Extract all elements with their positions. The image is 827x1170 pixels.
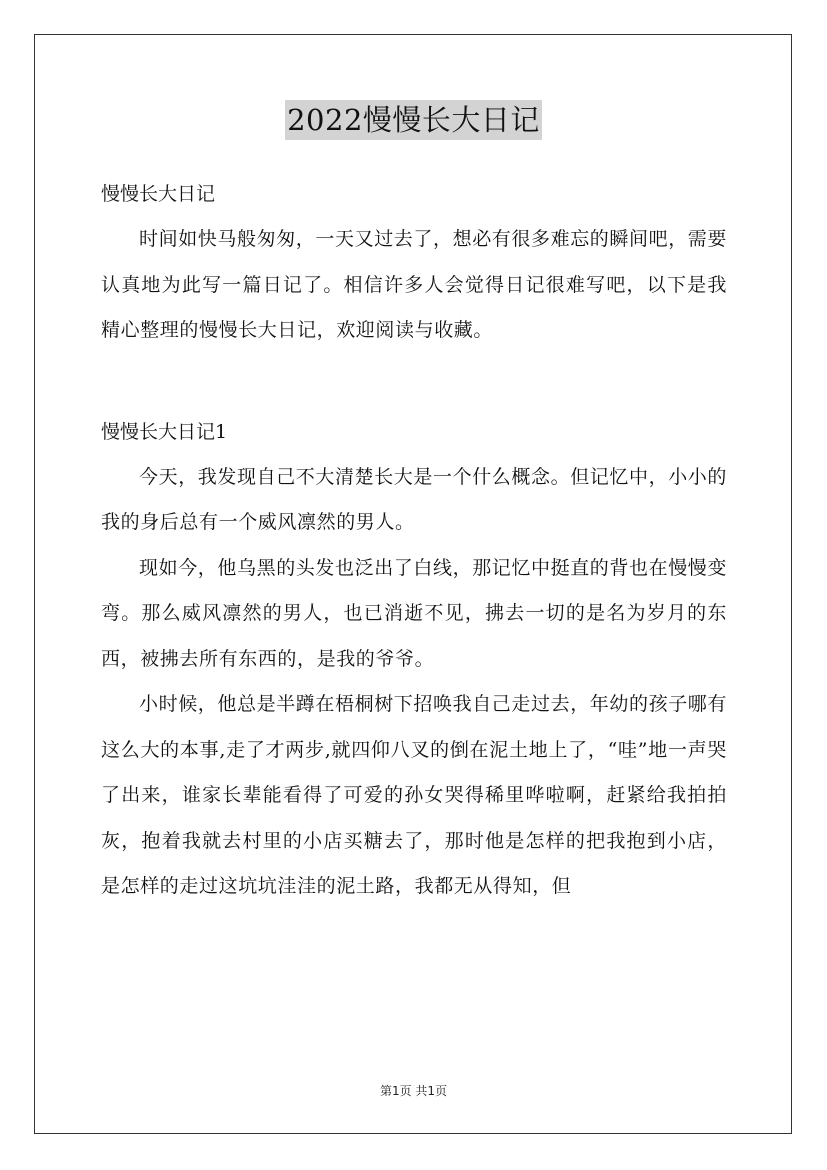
body-paragraph: 今天，我发现自己不大清楚长大是一个什么概念。但记忆中，小小的我的身后总有一个威风凛然的男人。 bbox=[101, 465, 728, 533]
section-heading: 慢慢长大日记1 bbox=[101, 420, 228, 443]
intro-heading: 慢慢长大日记 bbox=[101, 183, 216, 205]
document-title: 2022慢慢长大日记 bbox=[285, 100, 542, 140]
document-body bbox=[101, 172, 727, 910]
title-container bbox=[0, 100, 827, 140]
body-paragraph: 小时候，他总是半蹲在梧桐树下招唤我自己走过去，年幼的孩子哪有这么大的本事,走了才两步,就四仰八叉的倒在泥土地上了，“哇”地一声哭了出来，谁家长辈能看得了可爱的孙女哭得稀里哗啦啊，赶紧给我拍拍灰，抱着我就去村里的小店买糖去了，那时他是怎样的把我抱到小店，是怎样的走过这坑坑洼洼的泥土路，我都无从得知，但 bbox=[101, 693, 728, 897]
intro-paragraph: 时间如快马般匆匆，一天又过去了，想必有很多难忘的瞬间吧，需要认真地为此写一篇日记了。相信许多人会觉得日记很难写吧，以下是我精心整理的慢慢长大日记，欢迎阅读与收藏。 bbox=[101, 228, 728, 341]
body-paragraph: 现如今，他乌黑的头发也泛出了白线，那记忆中挺直的背也在慢慢变弯。那么威风凛然的男人，也已消逝不见，拂去一切的是名为岁月的东西，被拂去所有东西的，是我的爷爷。 bbox=[101, 556, 728, 670]
page-footer: 第1页 共1页 bbox=[379, 1084, 448, 1098]
